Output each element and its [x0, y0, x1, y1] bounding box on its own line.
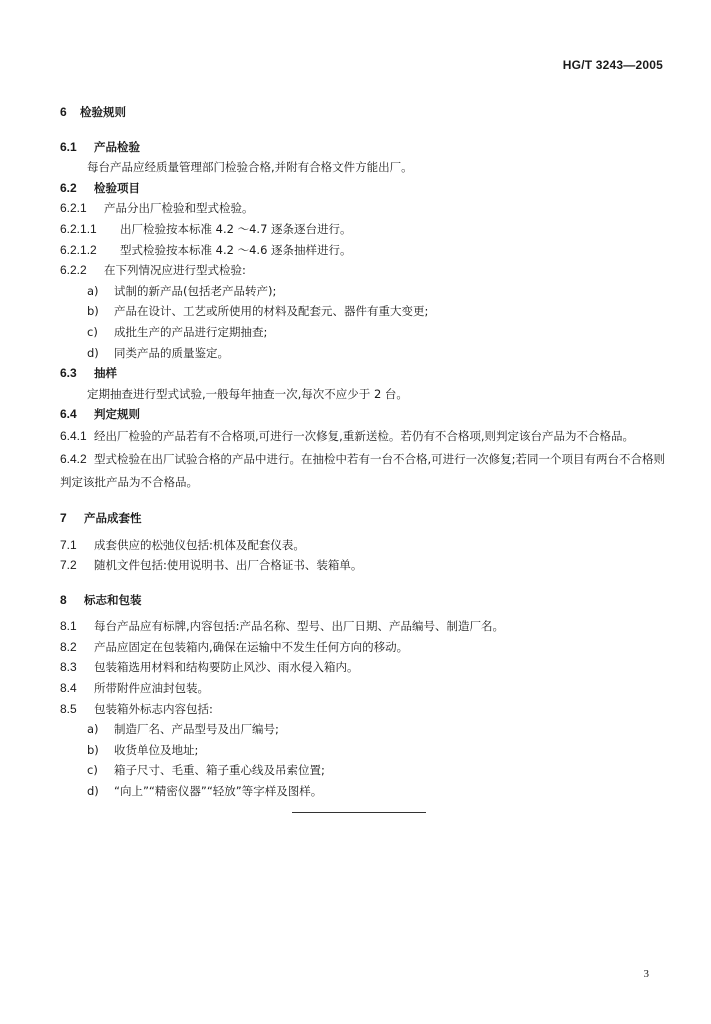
standard-code: HG/T 3243—2005: [562, 58, 663, 72]
clause-text: 所带附件应油封包装。: [94, 681, 209, 696]
clause: [60, 657, 670, 678]
clause-heading: [60, 178, 670, 199]
clause-text: 每台产品应有标牌,内容包括:产品名称、型号、出厂日期、产品编号、制造厂名。: [94, 619, 505, 634]
clause-body: [60, 157, 670, 178]
clause: [60, 699, 670, 720]
clause: [60, 678, 670, 699]
section-heading: [60, 590, 670, 611]
clause-number: 8.5: [60, 701, 77, 716]
list-item: [60, 760, 670, 781]
clause-text: 每台产品应经质量管理部门检验合格,并附有合格文件方能出厂。: [87, 160, 413, 175]
list-item: [60, 281, 670, 302]
clause-number: 6.4: [60, 407, 77, 422]
clause-number: 6.4.2: [60, 451, 87, 466]
section-number: 8: [60, 592, 67, 607]
clause-number: 6.2.1.2: [60, 242, 97, 257]
clause-text: 经出厂检验的产品若有不合格项,可进行一次修复,重新送检。若仍有不合格项,则判定该台产品为不合格品。: [94, 428, 634, 443]
clause-number: 6.4.1: [60, 428, 87, 443]
clause-number: 7.1: [60, 537, 77, 552]
page-number: 3: [643, 968, 649, 980]
section-number: 6: [60, 105, 67, 119]
clause-text: 定期抽查进行型式试验,一般每年抽查一次,每次不应少于 2 台。: [87, 386, 408, 401]
clause-paragraph: [60, 425, 670, 448]
list-text: 试制的新产品(包括老产品转产);: [114, 283, 277, 298]
clause-heading: [60, 137, 670, 158]
list-item: [60, 343, 670, 364]
end-rule: [292, 812, 426, 813]
clause-title: 检验项目: [94, 180, 140, 195]
clause-text: 出厂检验按本标准 4.2 ～4.7 逐条逐台进行。: [120, 221, 352, 236]
clause-text: 在下列情况应进行型式检验:: [104, 263, 246, 278]
list-marker: a): [87, 722, 99, 737]
clause: [60, 637, 670, 658]
clause-title: 抽样: [94, 366, 117, 381]
clause-number: 8.3: [60, 660, 77, 675]
clause-title: 判定规则: [94, 407, 140, 422]
clause-text: 产品应固定在包装箱内,确保在运输中不发生任何方向的移动。: [94, 639, 409, 654]
list-item: [60, 719, 670, 740]
section-title: 检验规则: [80, 105, 126, 119]
section-heading: [60, 508, 670, 529]
clause-number: 6.1: [60, 139, 77, 154]
document-body: [60, 102, 670, 802]
clause-text: 成套供应的松弛仪包括:机体及配套仪表。: [94, 537, 305, 552]
clause: [60, 616, 670, 637]
clause-text: 包装箱选用材料和结构要防止风沙、雨水侵入箱内。: [94, 660, 359, 675]
list-marker: c): [87, 324, 98, 339]
section-title: 产品成套性: [84, 510, 142, 525]
clause: [60, 555, 670, 576]
clause: [60, 240, 670, 261]
clause-title: 产品检验: [94, 139, 140, 154]
section-title: 标志和包装: [84, 592, 142, 607]
list-marker: d): [87, 784, 99, 799]
clause-number: 8.2: [60, 639, 77, 654]
clause: [60, 219, 670, 240]
list-marker: d): [87, 345, 99, 360]
clause-number: 8.1: [60, 619, 77, 634]
clause-number: 8.4: [60, 681, 77, 696]
clause-number: 6.2: [60, 180, 77, 195]
list-item: [60, 301, 670, 322]
clause-paragraph: [60, 448, 670, 494]
section-heading: [60, 102, 670, 123]
list-text: 产品在设计、工艺或所使用的材料及配套元、器件有重大变更;: [114, 304, 429, 319]
clause: [60, 535, 670, 556]
list-text: “向上”“精密仪器”“轻放”等字样及图样。: [114, 784, 323, 799]
clause-number: 6.2.2: [60, 263, 87, 278]
clause-text: 型式检验按本标准 4.2 ～4.6 逐条抽样进行。: [120, 242, 352, 257]
clause-body: [60, 384, 670, 405]
clause-text: 随机文件包括:使用说明书、出厂合格证书、装箱单。: [94, 558, 363, 573]
clause: [60, 260, 670, 281]
list-text: 箱子尺寸、毛重、箱子重心线及吊索位置;: [114, 763, 325, 778]
section-number: 7: [60, 510, 67, 525]
clause: [60, 198, 670, 219]
clause-heading: [60, 404, 670, 425]
list-item: [60, 322, 670, 343]
clause-number: 7.2: [60, 558, 77, 573]
list-marker: b): [87, 304, 99, 319]
clause-heading: [60, 363, 670, 384]
clause-number: 6.2.1.1: [60, 221, 97, 236]
list-text: 收货单位及地址;: [114, 742, 199, 757]
list-text: 同类产品的质量鉴定。: [114, 345, 229, 360]
list-marker: b): [87, 742, 99, 757]
list-marker: c): [87, 763, 98, 778]
clause-text: 产品分出厂检验和型式检验。: [104, 201, 254, 216]
list-marker: a): [87, 283, 99, 298]
clause-text: 包装箱外标志内容包括:: [94, 701, 213, 716]
list-item: [60, 740, 670, 761]
list-text: 成批生产的产品进行定期抽查;: [114, 324, 268, 339]
list-text: 制造厂名、产品型号及出厂编号;: [114, 722, 279, 737]
clause-text: 型式检验在出厂试验合格的产品中进行。在抽检中若有一台不合格,可进行一次修复;若同一个项目有两台不合格则判定该批产品为不合格品。: [60, 451, 666, 489]
clause-number: 6.3: [60, 366, 77, 381]
list-item: [60, 781, 670, 802]
clause-number: 6.2.1: [60, 201, 87, 216]
